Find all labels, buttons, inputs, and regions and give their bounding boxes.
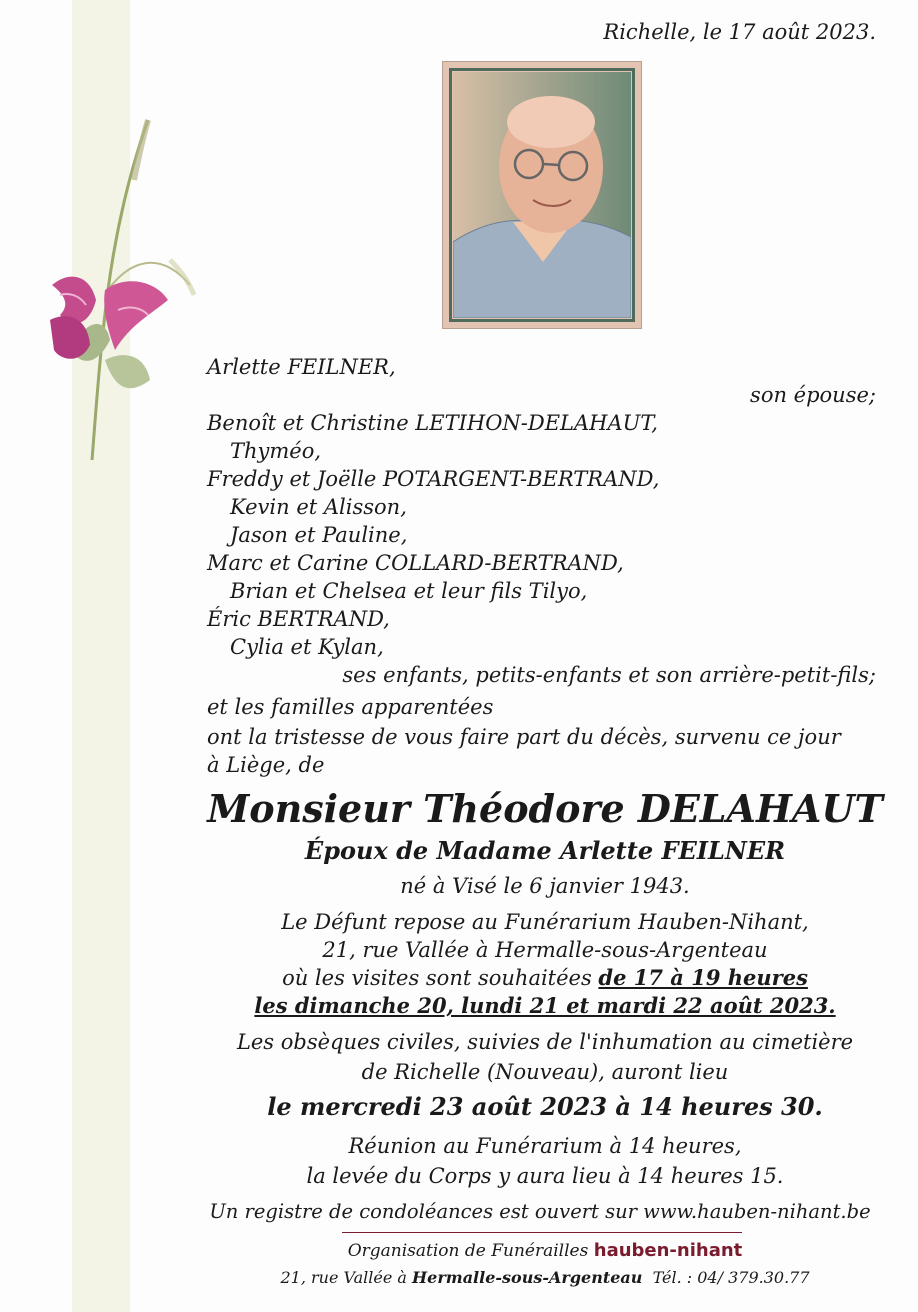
visitation-dates: les dimanche 20, lundi 21 et mardi 22 août 2023.	[254, 993, 836, 1018]
visitation-line-2: 21, rue Vallée à Hermalle-sous-Argenteau	[322, 938, 768, 962]
funeral-datetime: le mercredi 23 août 2023 à 14 heures 30.	[267, 1092, 823, 1121]
family-line-3: Freddy et Joëlle POTARGENT-BERTRAND,	[207, 467, 660, 491]
condolence-registry: Un registre de condoléances est ouvert sur www.hauben-nihant.be	[209, 1200, 871, 1223]
family-line-4: Kevin et Alisson,	[230, 495, 407, 519]
footer-org-label: Organisation de Funérailles	[347, 1241, 594, 1261]
footer-organisation	[200, 1239, 890, 1263]
visitation-line-3	[200, 964, 890, 992]
footer-address	[200, 1266, 890, 1290]
deceased-spouse: Époux de Madame Arlette FEILNER	[304, 836, 786, 865]
footer-address-pre: 21, rue Vallée à	[280, 1268, 413, 1287]
family-line-8: Éric BERTRAND,	[207, 607, 390, 631]
portrait-photo	[453, 72, 631, 318]
brand-logo: hauben-nihant	[593, 1240, 743, 1261]
family-line-2: Thyméo,	[230, 439, 322, 463]
meeting-info: Réunion au Funérarium à 14 heures,	[348, 1134, 742, 1158]
funeral-line-1: Les obsèques civiles, suivies de l'inhumation au cimetière	[236, 1030, 854, 1054]
announcement-line-2: à Liège, de	[207, 753, 325, 777]
family-line-1: Benoît et Christine LETIHON-DELAHAUT,	[207, 411, 658, 435]
footer-phone: Tél. : 04/ 379.30.77	[652, 1268, 810, 1287]
family-line-5: Jason et Pauline,	[230, 523, 408, 547]
family-line-6: Marc et Carine COLLARD-BERTRAND,	[207, 551, 624, 575]
portrait-photo-frame	[442, 61, 642, 329]
wife-role: son épouse;	[750, 383, 876, 407]
family-line-7: Brian et Chelsea et leur fils Tilyo,	[230, 579, 588, 603]
visitation-line-1: Le Défunt repose au Funérarium Hauben-Nihant,	[281, 910, 809, 934]
footer-divider	[342, 1232, 742, 1233]
calla-lily-illustration	[30, 110, 220, 470]
birth-info: né à Visé le 6 janvier 1943.	[400, 874, 690, 898]
funeral-line-2: de Richelle (Nouveau), auront lieu	[361, 1060, 729, 1084]
place-date: Richelle, le 17 août 2023.	[603, 20, 876, 44]
related-families: et les familles apparentées	[207, 695, 494, 719]
levee-info: la levée du Corps y aura lieu à 14 heures 15.	[306, 1164, 784, 1188]
announcement-line-1: ont la tristesse de vous faire part du décès, survenu ce jour	[207, 725, 841, 749]
visitation-line-3-pre: où les visites sont souhaitées	[282, 966, 599, 990]
footer-city: Hermalle-sous-Argenteau	[412, 1268, 643, 1287]
visitation-hours: de 17 à 19 heures	[598, 965, 808, 990]
wife-name: Arlette FEILNER,	[207, 355, 396, 379]
children-role: ses enfants, petits-enfants et son arrière-petit-fils;	[342, 663, 876, 687]
deceased-name: Monsieur Théodore DELAHAUT	[207, 786, 883, 831]
family-line-9: Cylia et Kylan,	[230, 635, 384, 659]
